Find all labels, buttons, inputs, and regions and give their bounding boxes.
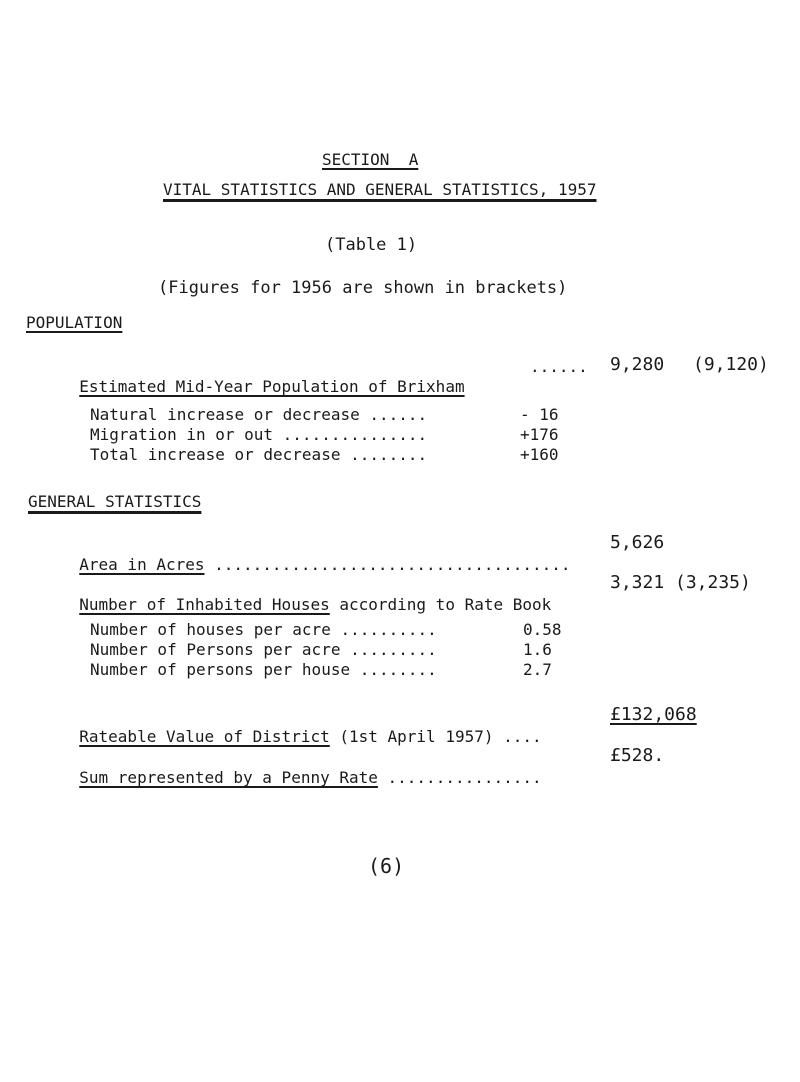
- estimated-population-row: [60, 357, 465, 397]
- houses-suffix: according to Rate Book: [329, 595, 552, 614]
- penny-rate-row: [60, 748, 542, 788]
- houses-value: 3,321: [610, 572, 665, 593]
- natural-increase-label: Natural increase or decrease ......: [90, 405, 428, 424]
- penny-rate-value: £528.: [610, 745, 665, 766]
- population-heading: POPULATION: [26, 313, 123, 332]
- penny-rate-label: Sum represented by a Penny Rate: [79, 768, 378, 787]
- houses-per-acre-value: 0.58: [523, 620, 562, 639]
- table-label: (Table 1): [325, 235, 418, 255]
- houses-prev: (3,235): [675, 572, 751, 593]
- estimated-population-prev: (9,120): [693, 354, 769, 375]
- estimated-population-leader: ......: [530, 357, 588, 376]
- general-statistics-heading: GENERAL STATISTICS: [28, 492, 202, 511]
- document-title: VITAL STATISTICS AND GENERAL STATISTICS, 1957: [163, 180, 597, 199]
- area-label: Area in Acres: [79, 555, 205, 574]
- persons-per-acre-label: Number of Persons per acre .........: [90, 640, 437, 659]
- persons-per-house-value: 2.7: [523, 660, 552, 679]
- rateable-value-label: Rateable Value of District: [79, 727, 330, 746]
- persons-per-acre-value: 1.6: [523, 640, 552, 659]
- houses-label: Number of Inhabited Houses: [79, 595, 330, 614]
- migration-label: Migration in or out ...............: [90, 425, 428, 444]
- total-increase-label: Total increase or decrease ........: [90, 445, 428, 464]
- rateable-value-row: [60, 707, 542, 747]
- houses-per-acre-label: Number of houses per acre ..........: [90, 620, 437, 639]
- total-increase-value: +160: [520, 445, 559, 464]
- section-heading: SECTION A: [322, 150, 419, 169]
- houses-row: [60, 575, 551, 615]
- rateable-value: £132,068: [610, 704, 697, 725]
- estimated-population-value: 9,280: [610, 354, 665, 375]
- migration-value: +176: [520, 425, 559, 444]
- persons-per-house-label: Number of persons per house ........: [90, 660, 437, 679]
- penny-rate-leader: ................: [377, 768, 542, 787]
- area-row: [60, 535, 571, 575]
- area-leader: .....................................: [204, 555, 571, 574]
- page-number: (6): [368, 854, 405, 878]
- natural-increase-value: - 16: [520, 405, 559, 424]
- rateable-value-suffix: (1st April 1957) ....: [329, 727, 542, 746]
- brackets-note: (Figures for 1956 are shown in brackets): [158, 278, 568, 298]
- area-value: 5,626: [610, 532, 665, 553]
- estimated-population-label: Estimated Mid-Year Population of Brixham: [79, 377, 465, 396]
